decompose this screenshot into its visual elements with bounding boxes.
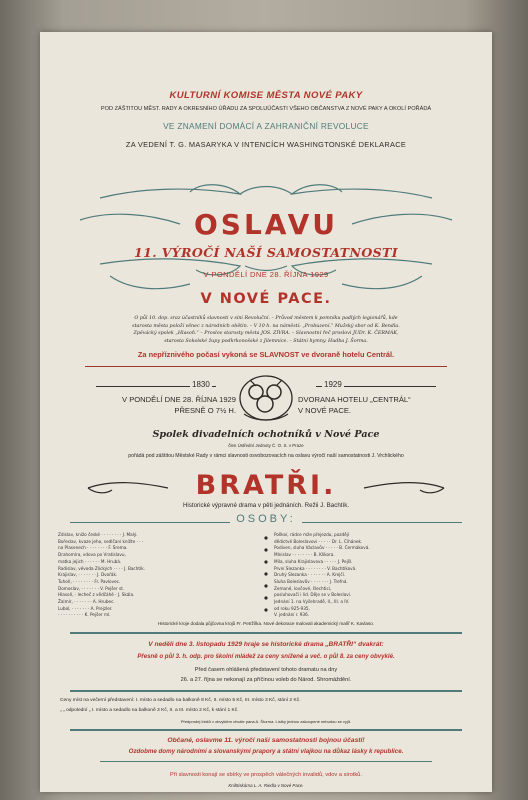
date-line: V PONDĚLÍ DNE 28. ŘÍJNA 1929 (203, 270, 329, 279)
repeat-line-1: V neděli dne 3. listopadu 1929 hraje se historické drama „BRATŘI“ dvakrát: (148, 641, 384, 648)
prices-afternoon: „ „ odpolední „ I. místo a sedadlo na balkoně 3 Kč, II. a III. místo 2 Kč, k stání 1 Kč. (60, 708, 239, 713)
cast-entry: Mlnislav · · · · · · · · B. Klíkora. (274, 552, 335, 558)
cast-entry: Podiven, sluha Václavův · · · · · B. Čermáková. (274, 545, 370, 551)
revolution-line: VE ZNAMENÍ DOMÁCÍ A ZAHRANIČNÍ REVOLUCE (163, 121, 369, 131)
play-title: BRATŘI. (195, 470, 337, 501)
anniversary-subtitle: 11. VÝROČÍ NAŠÍ SAMOSTATNOSTI (134, 245, 398, 260)
repeat-line-2: Přesně o půl 3. h. odp. pro školní mládež za ceny snížené a več. o půl 8. za ceny obvyklé. (137, 653, 395, 660)
organizer: KULTURNÍ KOMISE MĚSTA NOVÉ PAKY (169, 90, 363, 101)
divider (70, 729, 462, 731)
divider (85, 366, 447, 367)
poster (40, 32, 492, 792)
cast-entry: V. jednání r. 936. (274, 612, 310, 618)
event-venue: DVORANA HOTELU „CENTRÁL“ (298, 395, 411, 404)
cast-entry: od roku 925-935, (274, 605, 310, 611)
cast-entry: posluhovači i lid. Děje se v Boleslavi. (274, 592, 352, 598)
cast-list-left (58, 532, 258, 619)
year-right: 1929 (324, 380, 342, 389)
cast-entry: Pollkoí, rádce mže přejezdu, pozdějí (274, 532, 350, 537)
program-line: O půl 10. dop. sraz účastníků slavnosti v síni Revoluční. – Průvod městem k pomníku padlých legionářů, kde (134, 316, 398, 321)
cast-heading (40, 513, 492, 525)
prices-evening: Ceny míst na večerní představení: I. místo a sedadlo na balkoně 8 Kč, II. místo 5 Kč, III. místo 3 Kč, stání 2 Kč. (60, 698, 301, 703)
program-text (40, 315, 492, 345)
divider (100, 761, 432, 762)
presents-line: pořádá pod záštitou Městské Rady v rámci slavnosti osvobozovacích na oslavu výročí naší samostatnosti J. Vrchlického (128, 453, 404, 459)
event-town: V NOVÉ PACE. (298, 406, 352, 415)
program-line: Zpěvácký spolek „Hlasoň.“ – Proslov starosty města JOS. ZÍVRA. – Slavnostní řeč proslovi JUDr. K. ČERMÁK, (133, 331, 399, 337)
cast-heading-label: OSOBY: (230, 513, 302, 525)
cast-entry: Drahomíra, vdova po Vratislavu, (58, 552, 126, 558)
cast-entry: na Plasenech · · · · · · · · F. Šrema. (58, 545, 128, 551)
cast-entry: Domoslav, · · · · · · · V. Pejšer st. (58, 585, 125, 591)
event-when (70, 394, 236, 416)
divider (70, 632, 462, 634)
program-line: starosta města položí věnec z národních obětin. – V 10 h. na náměstí: „Probuzení.“ Mužský sbor od K. Bendla. (132, 323, 400, 329)
event-date: V PONDĚLÍ DNE 28. ŘÍJNA 1929 (122, 395, 236, 404)
cast-entry: matka jejich · · · · · · M. Hrubá. (58, 558, 122, 564)
cast-entry: Lubol, · · · · · · · A. Prejzler. (58, 605, 113, 611)
patronage-line: POD ZÁŠTITOU MĚST. RADY A OKRESNÍHO ÚŘADU ZA SPOLUÚČASTI VŠEHO OBČANSTVA Z NOVÉ PAKY A OKOLÍ POŘÁDÁ (100, 106, 432, 112)
place-title: V NOVÉ PACE. (200, 291, 332, 307)
cast-entry: Zemané, lovčové, šlechtici, (274, 585, 332, 591)
year-left: 1830 (192, 380, 210, 389)
cast-entry: První Slezanka · · · · · · · · V. Bachtíková. (274, 565, 357, 571)
presale-note: Předprodej lístků v obvyklém chvále pana A. Šturma. Lístky jednou zakoupené nebudou se vyjít. (180, 719, 352, 724)
cast-list-right (274, 532, 480, 619)
cast-entry: Mila, sluha Krajislavova · · · · · J. Pejšl. (274, 558, 353, 564)
cast-entry: · · · · · · · · · · K. Pejšer ml. (58, 612, 111, 618)
cast-entry: Druhý Slezanka · · · · · · · A. Krejčí. (274, 572, 346, 578)
cast-entry: dědictvé Boleslavovi · · · · · Dr. L. Čihánek. (274, 538, 363, 544)
cast-entry: Bořeslav, kvaze jeho, sedlčaní knížte · · · (58, 538, 144, 544)
crest-emblem (236, 372, 296, 424)
costumes-note: Historické kroje dodala půjčovna krojů Fr. Petržílka. Nové dekorace malovali akademický malíř K. Kavlaso. (157, 621, 375, 626)
society-membership: člen Ústřední Jednoty Č. O. S. v Praze (228, 443, 304, 448)
cast-entry: Krajislav, · · · · · · · J. Dvořák. (58, 572, 118, 578)
printer-credit: Knihtiskárna L. A. Riedla v Nové Pace. (228, 783, 304, 788)
rain-note: Za nepříznivého počasí vykoná se SLAVNOST ve dvoraně hotelu Centrál. (137, 350, 395, 359)
cancel-note-2: 26. a 27. října se nekonají za příčinou voleb do Národ. Shromáždění. (180, 677, 352, 683)
divider (70, 690, 462, 692)
masaryk-line: ZA VEDENÍ T. G. MASARYKA V INTENCÍCH WASHINGTONSKÉ DEKLARACE (125, 140, 407, 149)
cast-entry: Hlasoň, · lecheč z vědčáhé · J. Skála. (58, 592, 135, 598)
cast-entry: Žalmír, · · · · · · · A. Hrubec. (58, 599, 115, 605)
cast-divider-ornament (261, 532, 271, 618)
society-name: Spolek divadelních ochotníků v Nové Pace (152, 429, 380, 440)
cast-entry: Tuhoň, · · · · · · · · Fr. Pavlovec. (58, 578, 121, 584)
celebration-title: OSLAVU (194, 208, 338, 241)
cast-entry: Jednání 1. na Vyšehradě, II., III. a IV. (274, 599, 350, 605)
event-where (298, 394, 468, 416)
cast-entry: Radislav, vévoda Zlických · · · · J. Bachtík. (58, 565, 145, 571)
cancel-note-1: Před časem ohlášená představení tohoto dramatu na dny (194, 667, 338, 673)
cast-entry: Zdislav, knížo české · · · · · · · · J. Malý. (58, 532, 138, 537)
program-line: starosta Sokolské župy podkrkonošské z Jilemnice. – Státní hymny. Hudba J. Šorma. (164, 338, 368, 344)
event-time: PŘESNĚ O 7½ H. (174, 406, 236, 415)
appeal-line-1: Občané, oslavme 11. výročí naší samostatnosti bojnou účastí! (167, 737, 365, 744)
cast-entry: Sluha Boleslavův · · · · · · · J. Trefná. (274, 578, 348, 584)
play-subtitle: Historické výpravné drama v pěti jednáních. Režii J. Bachtík. (182, 502, 350, 509)
charity-note: Při slavnosti konají se sbírky ve prospěch válečných invalidů, vdov a sirotků. (170, 772, 362, 778)
appeal-line-2: Ozdobme domy národními a slovanskými prapory a státní vlajkou na důkaz lásky k republice. (128, 748, 404, 755)
